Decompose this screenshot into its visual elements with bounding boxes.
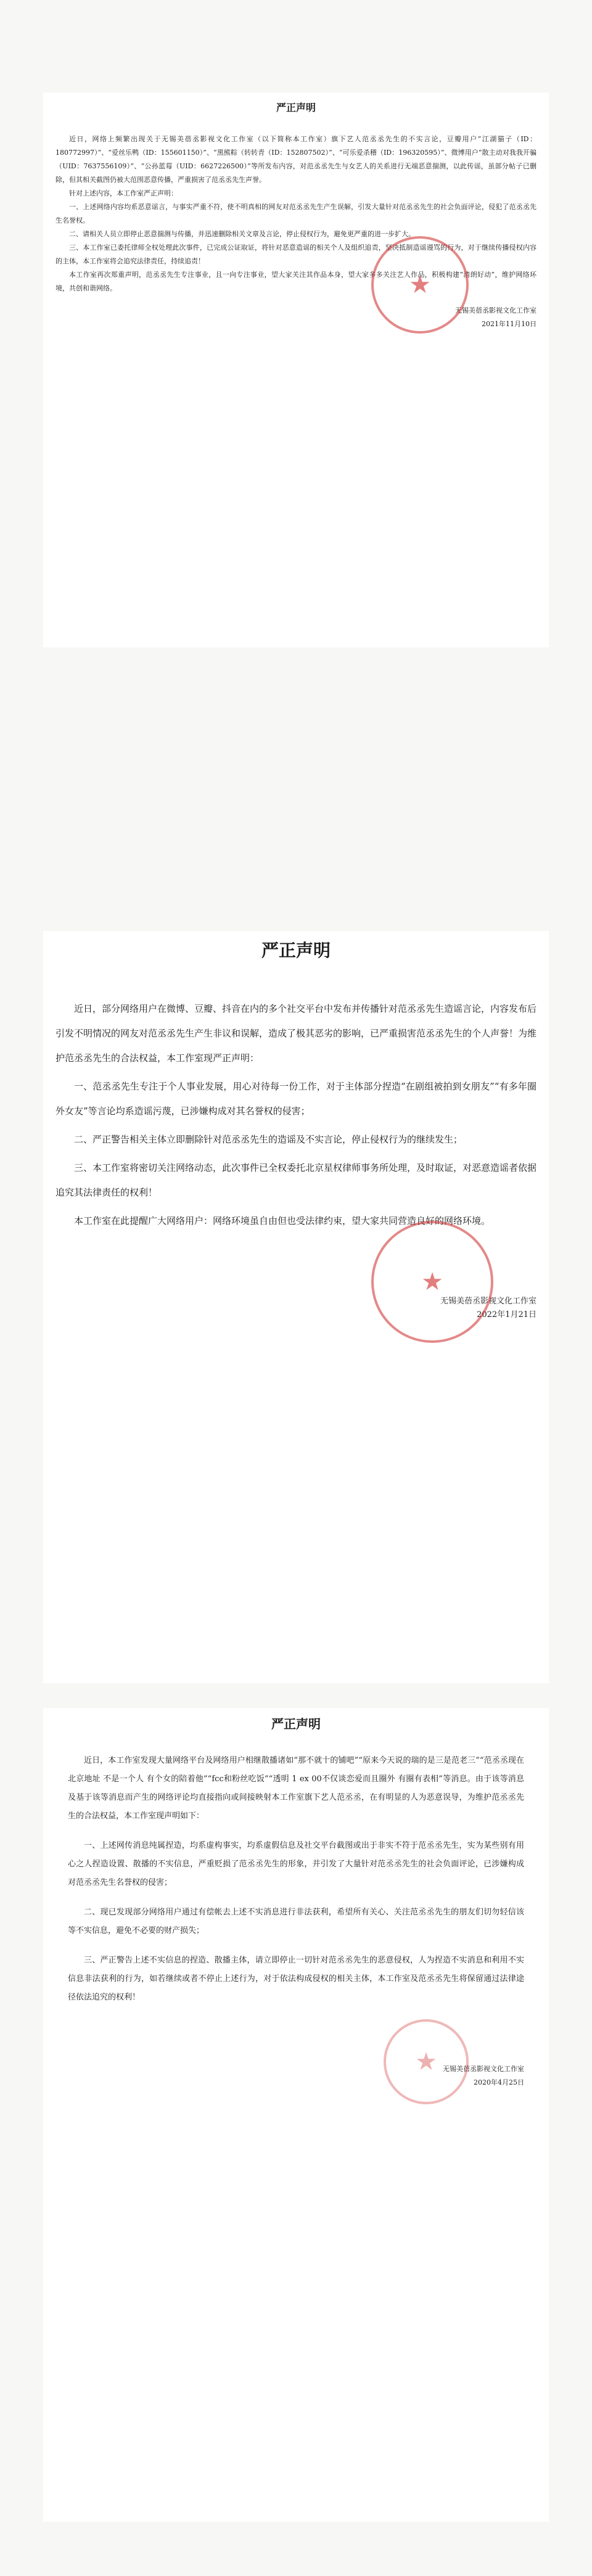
signature-block — [56, 1268, 536, 1322]
paragraph: 三、本工作室已委托律师全权处理此次事件，已完成公证取证，将针对恶意造谣的相关个人及组织追责，坚决抵制造谣谩骂的行为，对于继续传播侵权内容的主体，本工作室将会追究法律责任，持续追责！ — [56, 244, 536, 265]
paragraph: 针对上述内容，本工作室严正声明： — [69, 189, 178, 197]
statement-document-3 — [43, 1708, 549, 2522]
paragraph: 二、现已发现部分网络用户通过有偿帐去上述不实消息进行非法获利，希望所有关心、关注范丞丞先生的朋友们切勿轻信该等不实信息，避免不必要的财产损失； — [68, 1908, 524, 1935]
paragraph: 一、上述网传消息纯属捏造，均系虚构事实，均系虚假信息及社交平台截图或出于非实不符于范丞丞先生，实为某些别有用心之人捏造设置、散播的不实信息，严重贬损了范丞丞先生的形象，并引发了大量针对范丞丞先生的社会负面评论，已涉嫌构成对范丞丞先生名誉权的侵害； — [68, 1841, 524, 1887]
paragraph: 近日，网络上频繁出现关于无锡美蓓丞影视文化工作室（以下简称本工作室）旗下艺人范丞丞先生的不实言论，豆瓣用户“江湖猫子（ID：180772997）”、“爱丝乐鸭（ID：155601150）”、“黑熊粽（转转青（ID：152807502）”、“可乐爱杀稽（ID：196320595）”、微博用户“散主动对我我开骗（UID：7637556109）”、“公孙蓝莓（UID：6627226500）”等所发布内容，对范丞丞先生与女艺人的关系进行无端恶意揣测，以此传谣，虽部分帖子已删除，但其相关截图仍被大范围恶意传播，严重损害了范丞丞先生声誉。 — [56, 135, 536, 184]
paragraph: 近日，部分网络用户在微博、豆瓣、抖音在内的多个社交平台中发布并传播针对范丞丞先生造谣言论，内容发布后引发不明情况的网友对范丞丞先生产生非议和误解，造成了极其恶劣的影响，已严重损害范丞丞先生的个人声誉！为维护范丞丞先生的合法权益，本工作室现严正声明： — [56, 1003, 537, 1064]
paragraph: 本工作室再次郑重声明，范丞丞先生专注事业，且一向专注事业，望大家关注其作品本身，望大家多多关注艺人作品，积极构建“清朗好动”，维护网络环境，共创和谐网络。 — [56, 271, 536, 292]
paragraph: 近日，本工作室发现大量网络平台及网络用户相继散播诸如“那不就十的铺吧”“原来今天说的瑞的是三是范老三”“范丞丞现在北京地址 不是一个人 有个女的陪着他”“fcc和粉丝吃饭”“透明 1 ex 00不仅谈恋爱而且圈外 有圈有表相”等消息。由于该等消息及基于该等消息而产生的网络评论均直接指向或间接映射本工作室旗下艺人范丞丞，在有明显的人为恶意误导，为维护范丞丞先生的合法权益，本工作室现声明如下： — [68, 1756, 524, 1821]
paragraph: 一、上述网络内容均系恶意谣言，与事实严重不符，使不明真相的网友对范丞丞先生产生误解，引发大量针对范丞丞先生的社会负面评论，侵犯了范丞丞先生名誉权。 — [56, 203, 536, 224]
official-seal: ★ — [371, 1221, 493, 1343]
paragraph: 二、严正警告相关主体立即删除针对范丞丞先生的造谣及不实言论，停止侵权行为的继续发生； — [74, 1134, 463, 1145]
paragraph: 三、严正警告上述不实信息的捏造、散播主体，请立即停止一切针对范丞丞先生的恶意侵权，人为捏造不实消息和利用不实信息非法获利的行为，如若继续或者不停止上述行为，对于依法构成侵权的相关主体，本工作室及范丞丞先生将保留通过法律途径依法追究的权利！ — [68, 1956, 524, 2002]
paragraph: 二、请相关人员立即停止恶意揣测与传播，并迅速删除相关文章及言论，停止侵权行为，避免更严重的进一步扩大。 — [69, 230, 415, 238]
official-seal: ★ — [371, 236, 469, 334]
signature-block — [68, 2048, 524, 2090]
paragraph: 一、范丞丞先生专注于个人事业发展，用心对待每一份工作，对于主体部分捏造“在剧组被拍到女朋友”“有多年圈外女友”等言论均系造谣污蔑，已涉嫌构成对其名誉权的侵害； — [56, 1081, 536, 1117]
document-title: 严正声明 — [271, 1717, 321, 1731]
date: 2020年4月25日 — [474, 2078, 524, 2086]
paragraph: 三、本工作室将密切关注网络动态，此次事件已全权委托北京星权律师事务所处理，及时取证，对恶意造谣者依据追究其法律责任的权利！ — [56, 1162, 537, 1198]
signature: 无锡美蓓丞影视文化工作室 — [455, 306, 536, 314]
official-seal: ★ — [384, 2019, 469, 2104]
date: 2022年1月21日 — [477, 1310, 536, 1319]
signature: 无锡美蓓丞影视文化工作室 — [440, 1297, 536, 1306]
document-title: 严正声明 — [276, 102, 316, 113]
paragraph: 本工作室在此提醒广大网络用户：网络环境虽自由但也受法律约束，望大家共同营造良好的网络环境。 — [74, 1215, 491, 1226]
statement-document-2 — [43, 931, 549, 1683]
document-title: 严正声明 — [261, 940, 331, 961]
date: 2021年11月10日 — [482, 320, 536, 328]
statement-document-1 — [43, 92, 549, 647]
signature: 无锡美蓓丞影视文化工作室 — [443, 2065, 524, 2073]
